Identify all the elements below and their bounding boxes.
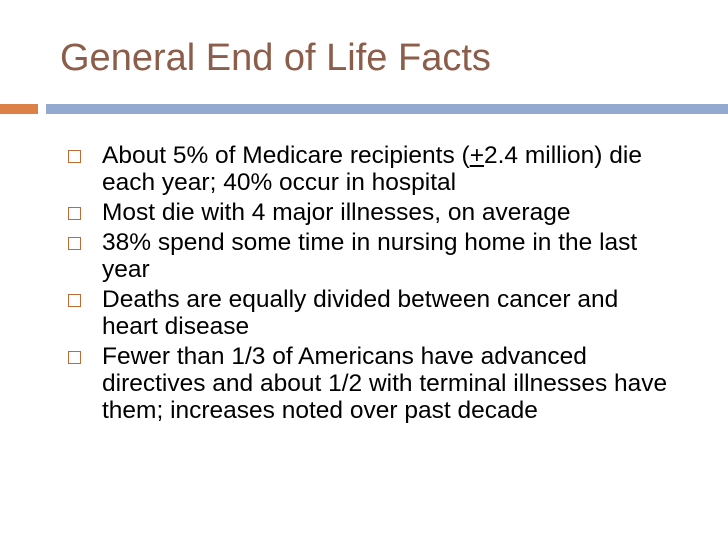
- bullet-text: Most die with 4 major illnesses, on average: [102, 199, 571, 226]
- accent-square: [0, 104, 38, 114]
- square-bullet-icon: [68, 351, 81, 364]
- bullet-text: Deaths are equally divided between cancer and heart disease: [102, 286, 619, 340]
- bullet-item: [66, 286, 676, 340]
- bullet-text: Fewer than 1/3 of Americans have advanced directives and about 1/2 with terminal illnesses have them; increases noted over past decade: [102, 343, 668, 424]
- slide-title: General End of Life Facts: [60, 37, 491, 79]
- square-bullet-icon: [68, 150, 81, 163]
- bullet-item: [66, 229, 676, 283]
- title-divider-bar: [46, 104, 728, 114]
- bullet-item: [66, 142, 676, 196]
- square-bullet-icon: [68, 237, 81, 250]
- bullet-item: [66, 343, 676, 424]
- bullet-text: 38% spend some time in nursing home in the last year: [102, 229, 638, 283]
- square-bullet-icon: [68, 294, 81, 307]
- plus-minus-symbol: +: [469, 142, 484, 169]
- square-bullet-icon: [68, 207, 81, 220]
- bullet-list: [66, 142, 676, 427]
- bullet-item: [66, 199, 676, 226]
- bullet-text: About 5% of Medicare recipients (+2.4 million) die each year; 40% occur in hospital: [102, 142, 642, 196]
